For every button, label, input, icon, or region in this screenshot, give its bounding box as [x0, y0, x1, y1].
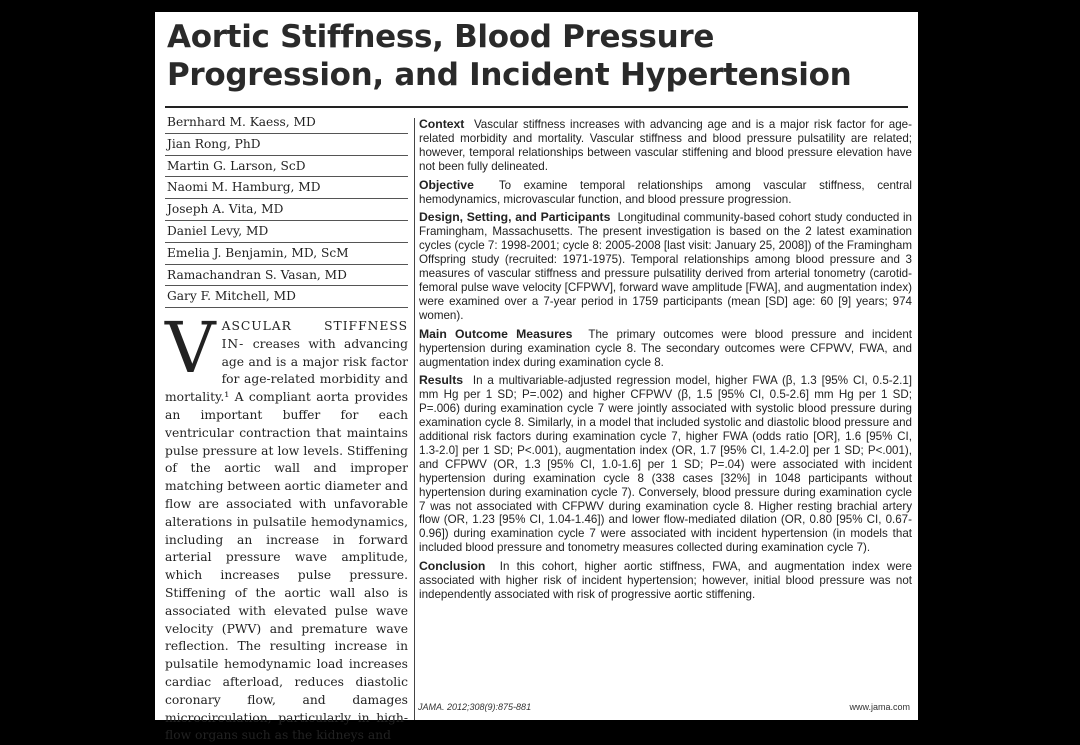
intro-text: creases with advancing age and is a major risk factor for age-related morbidity and mortality.¹ A compliant aorta provides an important buffer for each ventricular contraction that maintains pulse pressure at low levels. Stiffening of the aortic wall and improper matching between aortic diameter and flow are associated with unfavorable alterations in pulsatile hemodynamics, including an increase in forward arterial pressure wave amplitude, which increases pulse pressure. Stiffening of the aortic wall also is associated with elevated pulse wave velocity (PWV) and premature wave reflection. The resulting increase in pulsatile hemodynamic load increases cardiac afterload, reduces diastolic coronary flow, and damages microcirculation, particularly in high-flow organs such as the kidneys and [165, 336, 408, 743]
section-text: In a multivariable-adjusted regression model, higher FWA (β, 1.3 [95% CI, 0.5-2.1] mm Hg per 1 SD; P=.002) and higher CFPWV (β, 1.5 [95% CI, 0.5-2.6] mm Hg per 1 SD; P=.006) during examination cycle 7 were jointly associated with systolic blood pressure during examination cycle 8. Similarly, in a model that included systolic and diastolic blood pressure and additional risk factors during examination cycle 7, higher FWA (odds ratio [OR], 1.6 [95% CI, 1.3-2.0] per 1 SD; P<.001), augmentation index (OR, 1.7 [95% CI, 1.4-2.0] per 1 SD; P<.001), and CFPWV (OR, 1.3 [95% CI, 1.0-1.6] per 1 SD; P=.04) were associated with incident hypertension during examination cycle 8 (338 cases [32%] in 1048 participants without hypertension during examination cycle 7). Conversely, blood pressure during examination cycle 7 was not associated with CFPWV during examination cycle 8. Higher resting brachial artery flow (OR, 1.23 [95% CI, 1.04-1.46]) and lower flow-mediated dilation (OR, 0.80 [95% CI, 0.67-0.96]) during examination cycle 7 were associated with incident hypertension (in models that included blood pressure and tonometry measures collected during examination cycle 7). [419, 374, 912, 555]
author-name: Daniel Levy, MD [165, 221, 408, 243]
section-heading: Results [419, 373, 464, 388]
author-list [165, 112, 408, 308]
drop-cap: V [165, 307, 216, 389]
section-heading: Context [419, 117, 465, 131]
author-name: Gary F. Mitchell, MD [165, 286, 408, 308]
section-heading: Conclusion [419, 559, 486, 574]
journal-website: www.jama.com [849, 702, 910, 712]
author-name: Bernhard M. Kaess, MD [165, 112, 408, 134]
section-text: In this cohort, higher aortic stiffness, FWA, and augmentation index were associated with higher risk of incident hypertension; however, initial blood pressure was not independently associated with risk of progressive aortic stiffening. [419, 560, 912, 601]
author-name: Joseph A. Vita, MD [165, 199, 408, 221]
author-name: Martin G. Larson, ScD [165, 156, 408, 178]
abstract-context [419, 118, 912, 174]
author-name: Naomi M. Hamburg, MD [165, 177, 408, 199]
journal-citation: JAMA. 2012;308(9):875-881 [418, 702, 532, 712]
author-name: Jian Rong, PhD [165, 134, 408, 156]
article-page [155, 12, 918, 743]
section-heading: Design, Setting, and Participants [419, 210, 611, 225]
section-text: Longitudinal community-based cohort study conducted in Framingham, Massachusetts. The present investigation is based on the 2 latest examination cycles (cycle 7: 1998-2001; cycle 8: 2005-2008 [last visit: January 25, 2008]) of the Framingham Offspring study (recruited: 1971-1975). Temporal relationships among blood pressure and 3 measures of vascular stiffness and pressure pulsatility derived from arterial tonometry (carotid-femoral pulse wave velocity [CFPWV], forward wave amplitude [FWA], and augmentation index) were examined over a 7-year period in 1759 participants (mean [SD] age: 60 [9] years; 974 women). [419, 211, 912, 322]
title-divider [165, 106, 908, 108]
abstract-objective [419, 179, 912, 207]
abstract-conclusion [419, 560, 912, 602]
author-name: Ramachandran S. Vasan, MD [165, 265, 408, 287]
section-heading: Objective [419, 177, 474, 192]
intro-lead: ASCULAR STIFFNESS IN- [221, 319, 408, 351]
section-heading: Main Outcome Measures [419, 326, 573, 341]
intro-paragraph [165, 307, 408, 745]
abstract-design [419, 211, 912, 322]
abstract-results [419, 374, 912, 555]
section-text: Vascular stiffness increases with advancing age and is a major risk factor for age-related morbidity and mortality. Vascular stiffness and blood pressure pulsatility are related; however, temporal relationships between vascular stiffening and blood pressure elevation have not been fully delineated. [419, 118, 912, 173]
article-title: Aortic Stiffness, Blood Pressure Progression, and Incident Hypertension [167, 19, 852, 93]
abstract [414, 118, 912, 720]
abstract-outcomes [419, 328, 912, 370]
section-text: The primary outcomes were blood pressure and incident hypertension during examination cycle 8. The secondary outcomes were CFPWV, FWA, and augmentation index during examination cycle 8. [419, 327, 912, 369]
author-name: Emelia J. Benjamin, MD, ScM [165, 243, 408, 265]
section-text: To examine temporal relationships among vascular stiffness, central hemodynamics, microvascular function, and blood pressure progression. [419, 178, 912, 206]
